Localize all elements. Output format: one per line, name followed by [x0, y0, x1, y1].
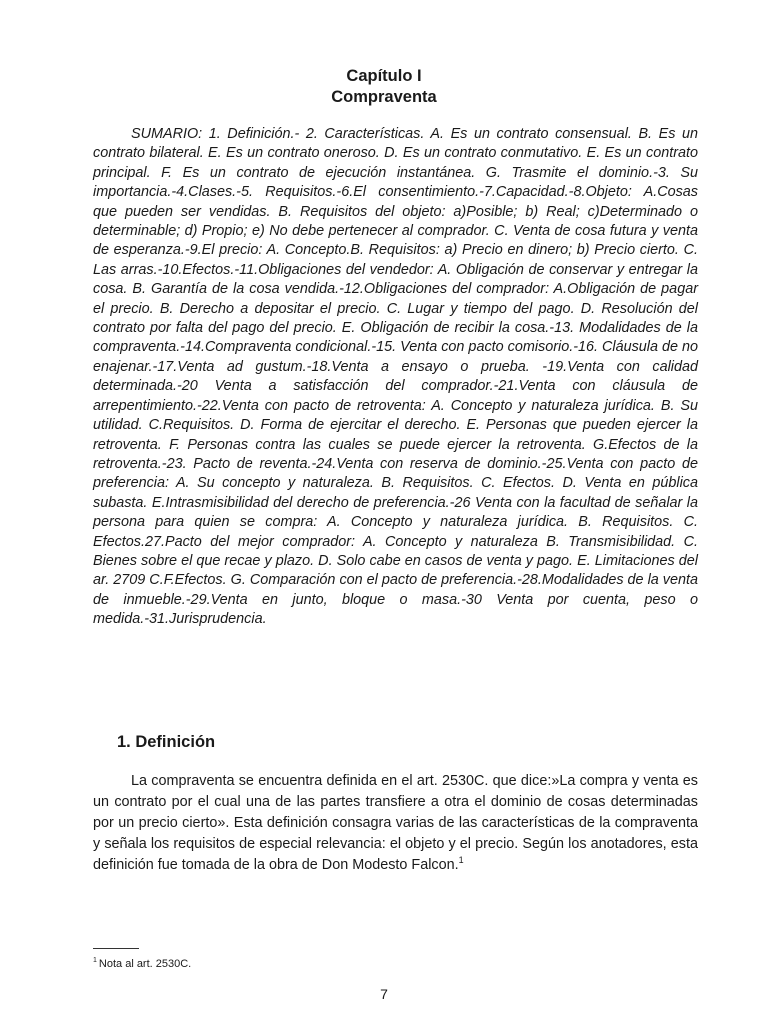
chapter-summary: SUMARIO: 1. Definición.- 2. Características. A. Es un contrato consensual. B. Es un contrato bilateral. E. Es un contrato oneroso. D. Es un contrato conmutativo. E. Es un contrato principal. F. Es un contrato de ejecución instantánea. G. Trasmite el dominio.-3. Su importancia.-4.Clases.-5. Requisitos.-6.El consentimiento.-7.Capacidad.-8.Objeto: A.Cosas que pueden ser vendidas. B. Requisitos del objeto: a)Posible; b) Real; c)Determinado o determinable; d) Propio; e) No debe pertenecer al comprador. C. Venta de cosa futura y venta de esperanza.-9.El precio: A. Concepto.B. Requisitos: a) Precio en dinero; b) Precio cierto. C. Las arras.-10.Efectos.-11.Obligaciones del vendedor: A. Obligación de conservar y entregar la cosa. B. Garantía de la cosa vendida.-12.Obligaciones del comprador: A.Obligación de pagar el precio. B. Derecho a depositar el precio. C. Lugar y tiempo del pago. D. Resolución del contrato por falta del pago del precio. E. Obligación de recibir la cosa.-13. Modalidades de la compraventa.-14.Compraventa condicional.-15. Venta con pacto comisorio.-16. Cláusula de no enajenar.-17.Venta ad gustum.-18.Venta a ensayo o prueba. -19.Venta con calidad determinada.-20 Venta a satisfacción del comprador.-21.Venta con cláusula de arrepentimiento.-22.Venta con pacto de retroventa: A. Concepto y naturaleza jurídica. B. Su utilidad. C.Requisitos. D. Forma de ejercitar el derecho. E. Personas que pueden ejercer la retroventa. F. Personas contra las cuales se puede ejercer la retroventa. G.Efectos de la retroventa.-23. Pacto de reventa.-24.Venta con reserva de dominio.-25.Venta con pacto de preferencia: A. Su concepto y naturaleza. B. Requisitos. C. Efectos. D. Venta en pública subasta. E.Intrasmisibilidad del derecho de preferencia.-26 Venta con la facultad de señalar la persona para quien se compra: A. Concepto y naturaleza jurídica. B. Requisitos. C. Efectos.27.Pacto del mejor comprador: A. Concepto y naturaleza B. Transmisibilidad. C. Bienes sobre el que recae y plazo. D. Solo cabe en casos de venta y pago. E. Limitaciones del ar. 2709 C.F.Efectos. G. Comparación con el pacto de preferencia.-28.Modalidades de la venta de inmueble.-29.Venta en junto, bloque o masa.-30 Venta por cuenta, peso o medida.-31.Jurisprudencia.	[93, 126, 699, 628]
chapter-header	[0, 66, 768, 108]
footnote-reference[interactable]: 1	[458, 855, 464, 866]
chapter-label: Capítulo I	[346, 67, 422, 85]
footnote-mark: 1	[93, 957, 97, 965]
section-heading: 1. Definición	[117, 733, 216, 751]
section-body	[93, 771, 698, 876]
footnote-divider	[93, 948, 139, 949]
section-body-text: La compraventa se encuentra definida en el art. 2530C. que dice:»La compra y venta es un contrato por el cual una de las partes transfiere a otra el dominio de cosas determinadas por un precio cierto». Esta definición consagra varias de las características de la compraventa y señala los requisitos de especial relevancia: el objeto y el precio. Según los anotadores, esta definición fue tomada de la obra de Don Modesto Falcon.	[93, 773, 698, 873]
footnote-text: Nota al art. 2530C.	[98, 958, 192, 970]
page-number: 7	[380, 986, 388, 1002]
chapter-title: Compraventa	[331, 88, 437, 106]
footnote	[93, 957, 191, 971]
